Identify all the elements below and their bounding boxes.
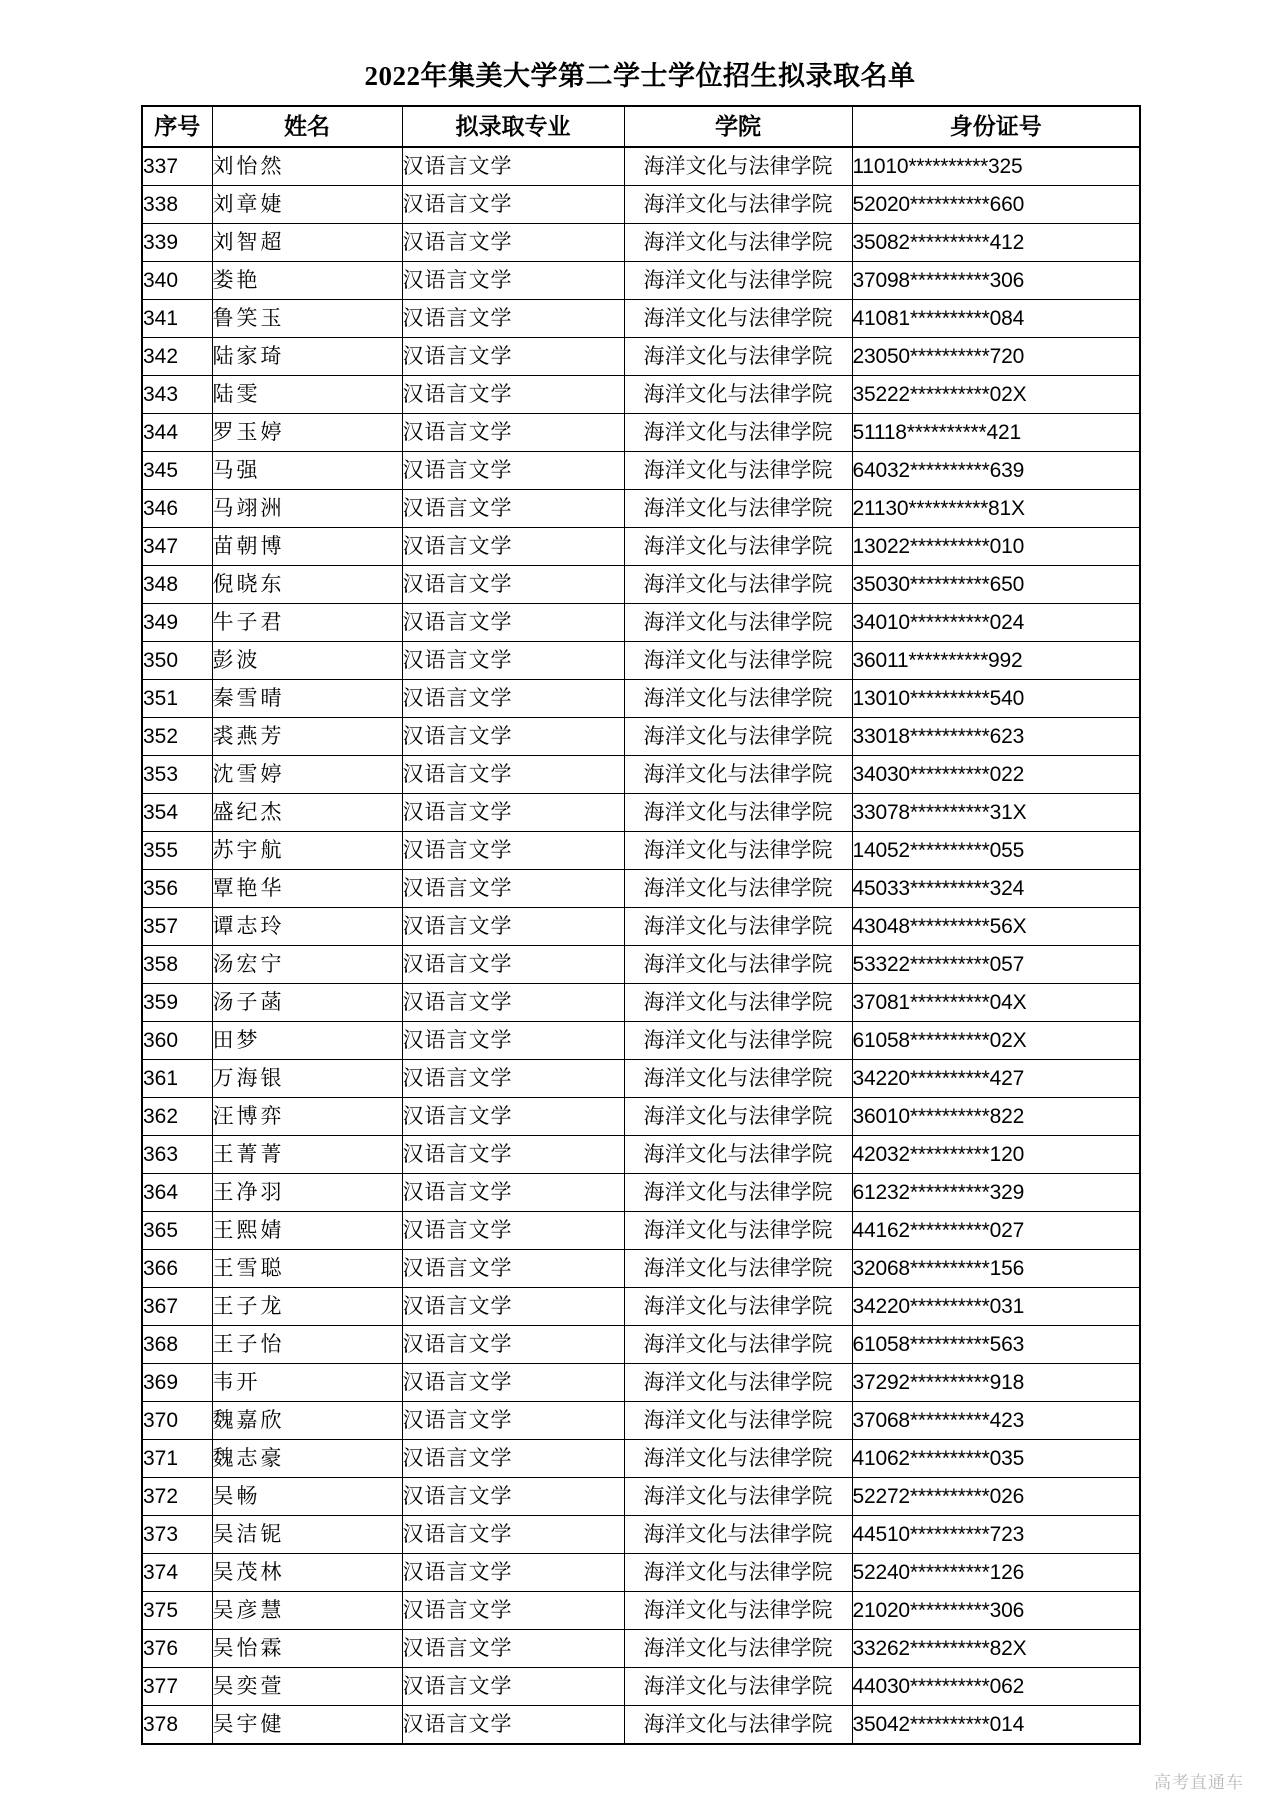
cell-name: 吴奕萱: [212, 1668, 402, 1706]
cell-major: 汉语言文学: [402, 186, 624, 224]
cell-major: 汉语言文学: [402, 414, 624, 452]
cell-school: 海洋文化与法律学院: [624, 1516, 852, 1554]
cell-school: 海洋文化与法律学院: [624, 224, 852, 262]
cell-school: 海洋文化与法律学院: [624, 376, 852, 414]
cell-school: 海洋文化与法律学院: [624, 566, 852, 604]
cell-major: 汉语言文学: [402, 1554, 624, 1592]
cell-id: 37068**********423: [852, 1402, 1140, 1440]
cell-major: 汉语言文学: [402, 376, 624, 414]
cell-school: 海洋文化与法律学院: [624, 1174, 852, 1212]
cell-school: 海洋文化与法律学院: [624, 908, 852, 946]
table-row: [142, 1326, 1140, 1364]
cell-name: 谭志玲: [212, 908, 402, 946]
cell-name: 万海银: [212, 1060, 402, 1098]
cell-id: 43048**********56X: [852, 908, 1140, 946]
cell-name: 王雪聪: [212, 1250, 402, 1288]
table-row: [142, 147, 1140, 186]
cell-seq: 357: [142, 908, 212, 946]
cell-id: 37081**********04X: [852, 984, 1140, 1022]
cell-major: 汉语言文学: [402, 1364, 624, 1402]
table-row: [142, 1288, 1140, 1326]
cell-seq: 340: [142, 262, 212, 300]
cell-major: 汉语言文学: [402, 566, 624, 604]
cell-school: 海洋文化与法律学院: [624, 870, 852, 908]
table-row: [142, 756, 1140, 794]
cell-id: 35082**********412: [852, 224, 1140, 262]
cell-id: 52020**********660: [852, 186, 1140, 224]
cell-major: 汉语言文学: [402, 452, 624, 490]
roster-table-container: [141, 105, 1139, 1745]
cell-name: 沈雪婷: [212, 756, 402, 794]
cell-major: 汉语言文学: [402, 756, 624, 794]
table-row: [142, 1478, 1140, 1516]
cell-name: 陆家琦: [212, 338, 402, 376]
cell-major: 汉语言文学: [402, 1630, 624, 1668]
cell-major: 汉语言文学: [402, 1212, 624, 1250]
cell-school: 海洋文化与法律学院: [624, 1060, 852, 1098]
table-row: [142, 1440, 1140, 1478]
cell-id: 64032**********639: [852, 452, 1140, 490]
cell-name: 吴洁铌: [212, 1516, 402, 1554]
cell-name: 刘章婕: [212, 186, 402, 224]
table-row: [142, 262, 1140, 300]
cell-seq: 346: [142, 490, 212, 528]
cell-name: 王子龙: [212, 1288, 402, 1326]
cell-major: 汉语言文学: [402, 1250, 624, 1288]
cell-school: 海洋文化与法律学院: [624, 1022, 852, 1060]
table-header-row: [142, 106, 1140, 147]
cell-major: 汉语言文学: [402, 224, 624, 262]
cell-seq: 345: [142, 452, 212, 490]
cell-name: 刘智超: [212, 224, 402, 262]
cell-major: 汉语言文学: [402, 147, 624, 186]
table-row: [142, 1212, 1140, 1250]
cell-major: 汉语言文学: [402, 680, 624, 718]
cell-school: 海洋文化与法律学院: [624, 984, 852, 1022]
cell-school: 海洋文化与法律学院: [624, 300, 852, 338]
table-row: [142, 376, 1140, 414]
cell-school: 海洋文化与法律学院: [624, 946, 852, 984]
column-header-major: 拟录取专业: [402, 106, 624, 147]
cell-school: 海洋文化与法律学院: [624, 1098, 852, 1136]
table-row: [142, 1250, 1140, 1288]
cell-school: 海洋文化与法律学院: [624, 414, 852, 452]
cell-name: 倪晓东: [212, 566, 402, 604]
cell-major: 汉语言文学: [402, 1022, 624, 1060]
cell-major: 汉语言文学: [402, 1668, 624, 1706]
watermark: 高考直通车: [1154, 1773, 1244, 1792]
cell-name: 覃艳华: [212, 870, 402, 908]
cell-id: 37292**********918: [852, 1364, 1140, 1402]
cell-major: 汉语言文学: [402, 1440, 624, 1478]
cell-seq: 360: [142, 1022, 212, 1060]
cell-name: 彭波: [212, 642, 402, 680]
cell-seq: 349: [142, 604, 212, 642]
table-row: [142, 566, 1140, 604]
cell-seq: 373: [142, 1516, 212, 1554]
cell-seq: 376: [142, 1630, 212, 1668]
cell-name: 鲁笑玉: [212, 300, 402, 338]
cell-seq: 338: [142, 186, 212, 224]
cell-name: 吴彦慧: [212, 1592, 402, 1630]
cell-id: 52240**********126: [852, 1554, 1140, 1592]
cell-school: 海洋文化与法律学院: [624, 1402, 852, 1440]
cell-name: 吴畅: [212, 1478, 402, 1516]
table-row: [142, 832, 1140, 870]
table-row: [142, 1630, 1140, 1668]
cell-school: 海洋文化与法律学院: [624, 1364, 852, 1402]
cell-major: 汉语言文学: [402, 1478, 624, 1516]
cell-major: 汉语言文学: [402, 870, 624, 908]
cell-school: 海洋文化与法律学院: [624, 1212, 852, 1250]
cell-seq: 350: [142, 642, 212, 680]
cell-name: 汪博弈: [212, 1098, 402, 1136]
table-row: [142, 718, 1140, 756]
cell-id: 23050**********720: [852, 338, 1140, 376]
cell-name: 王子怡: [212, 1326, 402, 1364]
cell-major: 汉语言文学: [402, 262, 624, 300]
cell-major: 汉语言文学: [402, 1326, 624, 1364]
cell-id: 36011**********992: [852, 642, 1140, 680]
cell-id: 45033**********324: [852, 870, 1140, 908]
cell-school: 海洋文化与法律学院: [624, 452, 852, 490]
cell-school: 海洋文化与法律学院: [624, 1668, 852, 1706]
cell-id: 35030**********650: [852, 566, 1140, 604]
cell-id: 34220**********427: [852, 1060, 1140, 1098]
cell-name: 罗玉婷: [212, 414, 402, 452]
table-row: [142, 908, 1140, 946]
cell-school: 海洋文化与法律学院: [624, 756, 852, 794]
cell-name: 田梦: [212, 1022, 402, 1060]
cell-name: 秦雪晴: [212, 680, 402, 718]
cell-school: 海洋文化与法律学院: [624, 680, 852, 718]
cell-name: 吴茂林: [212, 1554, 402, 1592]
column-header-name: 姓名: [212, 106, 402, 147]
cell-school: 海洋文化与法律学院: [624, 1326, 852, 1364]
cell-id: 21020**********306: [852, 1592, 1140, 1630]
cell-seq: 341: [142, 300, 212, 338]
cell-major: 汉语言文学: [402, 794, 624, 832]
cell-id: 33262**********82X: [852, 1630, 1140, 1668]
table-row: [142, 1364, 1140, 1402]
cell-seq: 344: [142, 414, 212, 452]
cell-name: 汤子菡: [212, 984, 402, 1022]
cell-major: 汉语言文学: [402, 1706, 624, 1745]
table-row: [142, 984, 1140, 1022]
cell-id: 33018**********623: [852, 718, 1140, 756]
cell-seq: 354: [142, 794, 212, 832]
cell-seq: 358: [142, 946, 212, 984]
cell-id: 42032**********120: [852, 1136, 1140, 1174]
table-row: [142, 1022, 1140, 1060]
cell-major: 汉语言文学: [402, 1592, 624, 1630]
cell-seq: 372: [142, 1478, 212, 1516]
cell-school: 海洋文化与法律学院: [624, 1478, 852, 1516]
cell-seq: 366: [142, 1250, 212, 1288]
table-row: [142, 1554, 1140, 1592]
cell-major: 汉语言文学: [402, 1098, 624, 1136]
cell-name: 王菁菁: [212, 1136, 402, 1174]
cell-seq: 356: [142, 870, 212, 908]
cell-seq: 339: [142, 224, 212, 262]
cell-id: 11010**********325: [852, 147, 1140, 186]
cell-school: 海洋文化与法律学院: [624, 1288, 852, 1326]
table-row: [142, 870, 1140, 908]
cell-school: 海洋文化与法律学院: [624, 528, 852, 566]
cell-major: 汉语言文学: [402, 338, 624, 376]
cell-id: 37098**********306: [852, 262, 1140, 300]
cell-major: 汉语言文学: [402, 718, 624, 756]
cell-id: 36010**********822: [852, 1098, 1140, 1136]
cell-seq: 363: [142, 1136, 212, 1174]
cell-id: 35222**********02X: [852, 376, 1140, 414]
cell-major: 汉语言文学: [402, 1136, 624, 1174]
cell-seq: 351: [142, 680, 212, 718]
cell-school: 海洋文化与法律学院: [624, 1592, 852, 1630]
cell-id: 44510**********723: [852, 1516, 1140, 1554]
cell-seq: 378: [142, 1706, 212, 1745]
cell-id: 41081**********084: [852, 300, 1140, 338]
cell-id: 32068**********156: [852, 1250, 1140, 1288]
cell-school: 海洋文化与法律学院: [624, 794, 852, 832]
table-row: [142, 1136, 1140, 1174]
cell-seq: 371: [142, 1440, 212, 1478]
cell-seq: 370: [142, 1402, 212, 1440]
cell-id: 61058**********02X: [852, 1022, 1140, 1060]
cell-school: 海洋文化与法律学院: [624, 1706, 852, 1745]
table-row: [142, 1706, 1140, 1745]
table-row: [142, 1592, 1140, 1630]
cell-school: 海洋文化与法律学院: [624, 262, 852, 300]
cell-id: 21130**********81X: [852, 490, 1140, 528]
cell-major: 汉语言文学: [402, 1060, 624, 1098]
table-row: [142, 528, 1140, 566]
cell-school: 海洋文化与法律学院: [624, 490, 852, 528]
cell-name: 牛子君: [212, 604, 402, 642]
cell-name: 娄艳: [212, 262, 402, 300]
cell-school: 海洋文化与法律学院: [624, 1554, 852, 1592]
cell-id: 44162**********027: [852, 1212, 1140, 1250]
cell-name: 马翊洲: [212, 490, 402, 528]
column-header-school: 学院: [624, 106, 852, 147]
cell-seq: 362: [142, 1098, 212, 1136]
cell-id: 51118**********421: [852, 414, 1140, 452]
table-row: [142, 604, 1140, 642]
table-header: [142, 106, 1140, 147]
cell-major: 汉语言文学: [402, 1402, 624, 1440]
cell-name: 王熙婧: [212, 1212, 402, 1250]
cell-id: 34030**********022: [852, 756, 1140, 794]
cell-name: 吴怡霖: [212, 1630, 402, 1668]
cell-seq: 355: [142, 832, 212, 870]
cell-major: 汉语言文学: [402, 1516, 624, 1554]
table-row: [142, 1668, 1140, 1706]
cell-name: 汤宏宁: [212, 946, 402, 984]
cell-seq: 343: [142, 376, 212, 414]
admission-roster-table: [141, 105, 1141, 1745]
cell-id: 61232**********329: [852, 1174, 1140, 1212]
cell-seq: 374: [142, 1554, 212, 1592]
cell-id: 14052**********055: [852, 832, 1140, 870]
cell-id: 53322**********057: [852, 946, 1140, 984]
cell-name: 苗朝博: [212, 528, 402, 566]
cell-id: 61058**********563: [852, 1326, 1140, 1364]
cell-major: 汉语言文学: [402, 946, 624, 984]
cell-id: 52272**********026: [852, 1478, 1140, 1516]
cell-school: 海洋文化与法律学院: [624, 832, 852, 870]
cell-id: 13010**********540: [852, 680, 1140, 718]
cell-name: 苏宇航: [212, 832, 402, 870]
table-row: [142, 642, 1140, 680]
cell-id: 35042**********014: [852, 1706, 1140, 1745]
cell-name: 盛纪杰: [212, 794, 402, 832]
cell-id: 13022**********010: [852, 528, 1140, 566]
cell-school: 海洋文化与法律学院: [624, 1250, 852, 1288]
cell-name: 刘怡然: [212, 147, 402, 186]
table-row: [142, 224, 1140, 262]
cell-seq: 361: [142, 1060, 212, 1098]
column-header-id: 身份证号: [852, 106, 1140, 147]
table-row: [142, 1098, 1140, 1136]
cell-school: 海洋文化与法律学院: [624, 718, 852, 756]
cell-major: 汉语言文学: [402, 984, 624, 1022]
cell-name: 马强: [212, 452, 402, 490]
table-row: [142, 794, 1140, 832]
cell-school: 海洋文化与法律学院: [624, 1440, 852, 1478]
cell-school: 海洋文化与法律学院: [624, 642, 852, 680]
cell-name: 魏嘉欣: [212, 1402, 402, 1440]
table-row: [142, 300, 1140, 338]
cell-major: 汉语言文学: [402, 604, 624, 642]
cell-seq: 367: [142, 1288, 212, 1326]
cell-seq: 377: [142, 1668, 212, 1706]
cell-school: 海洋文化与法律学院: [624, 338, 852, 376]
cell-id: 33078**********31X: [852, 794, 1140, 832]
table-row: [142, 186, 1140, 224]
cell-seq: 375: [142, 1592, 212, 1630]
cell-major: 汉语言文学: [402, 642, 624, 680]
cell-seq: 364: [142, 1174, 212, 1212]
cell-seq: 352: [142, 718, 212, 756]
cell-name: 王净羽: [212, 1174, 402, 1212]
cell-school: 海洋文化与法律学院: [624, 147, 852, 186]
table-row: [142, 452, 1140, 490]
cell-name: 陆雯: [212, 376, 402, 414]
cell-major: 汉语言文学: [402, 528, 624, 566]
table-row: [142, 1516, 1140, 1554]
cell-school: 海洋文化与法律学院: [624, 1136, 852, 1174]
cell-school: 海洋文化与法律学院: [624, 604, 852, 642]
cell-seq: 337: [142, 147, 212, 186]
table-row: [142, 1174, 1140, 1212]
cell-seq: 368: [142, 1326, 212, 1364]
cell-name: 韦开: [212, 1364, 402, 1402]
table-row: [142, 490, 1140, 528]
page-title: 2022年集美大学第二学士学位招生拟录取名单: [364, 61, 916, 91]
table-row: [142, 1402, 1140, 1440]
cell-id: 41062**********035: [852, 1440, 1140, 1478]
cell-id: 34220**********031: [852, 1288, 1140, 1326]
cell-seq: 369: [142, 1364, 212, 1402]
cell-id: 34010**********024: [852, 604, 1140, 642]
cell-major: 汉语言文学: [402, 300, 624, 338]
cell-seq: 353: [142, 756, 212, 794]
cell-id: 44030**********062: [852, 1668, 1140, 1706]
column-header-seq: 序号: [142, 106, 212, 147]
table-body: [142, 147, 1140, 1744]
cell-seq: 359: [142, 984, 212, 1022]
cell-school: 海洋文化与法律学院: [624, 186, 852, 224]
cell-seq: 342: [142, 338, 212, 376]
cell-seq: 365: [142, 1212, 212, 1250]
table-row: [142, 680, 1140, 718]
cell-school: 海洋文化与法律学院: [624, 1630, 852, 1668]
cell-major: 汉语言文学: [402, 832, 624, 870]
cell-major: 汉语言文学: [402, 908, 624, 946]
cell-major: 汉语言文学: [402, 1288, 624, 1326]
cell-seq: 348: [142, 566, 212, 604]
table-row: [142, 414, 1140, 452]
cell-major: 汉语言文学: [402, 1174, 624, 1212]
cell-name: 吴宇健: [212, 1706, 402, 1745]
cell-seq: 347: [142, 528, 212, 566]
table-row: [142, 338, 1140, 376]
cell-major: 汉语言文学: [402, 490, 624, 528]
table-row: [142, 946, 1140, 984]
cell-name: 魏志豪: [212, 1440, 402, 1478]
table-row: [142, 1060, 1140, 1098]
cell-name: 裘燕芳: [212, 718, 402, 756]
